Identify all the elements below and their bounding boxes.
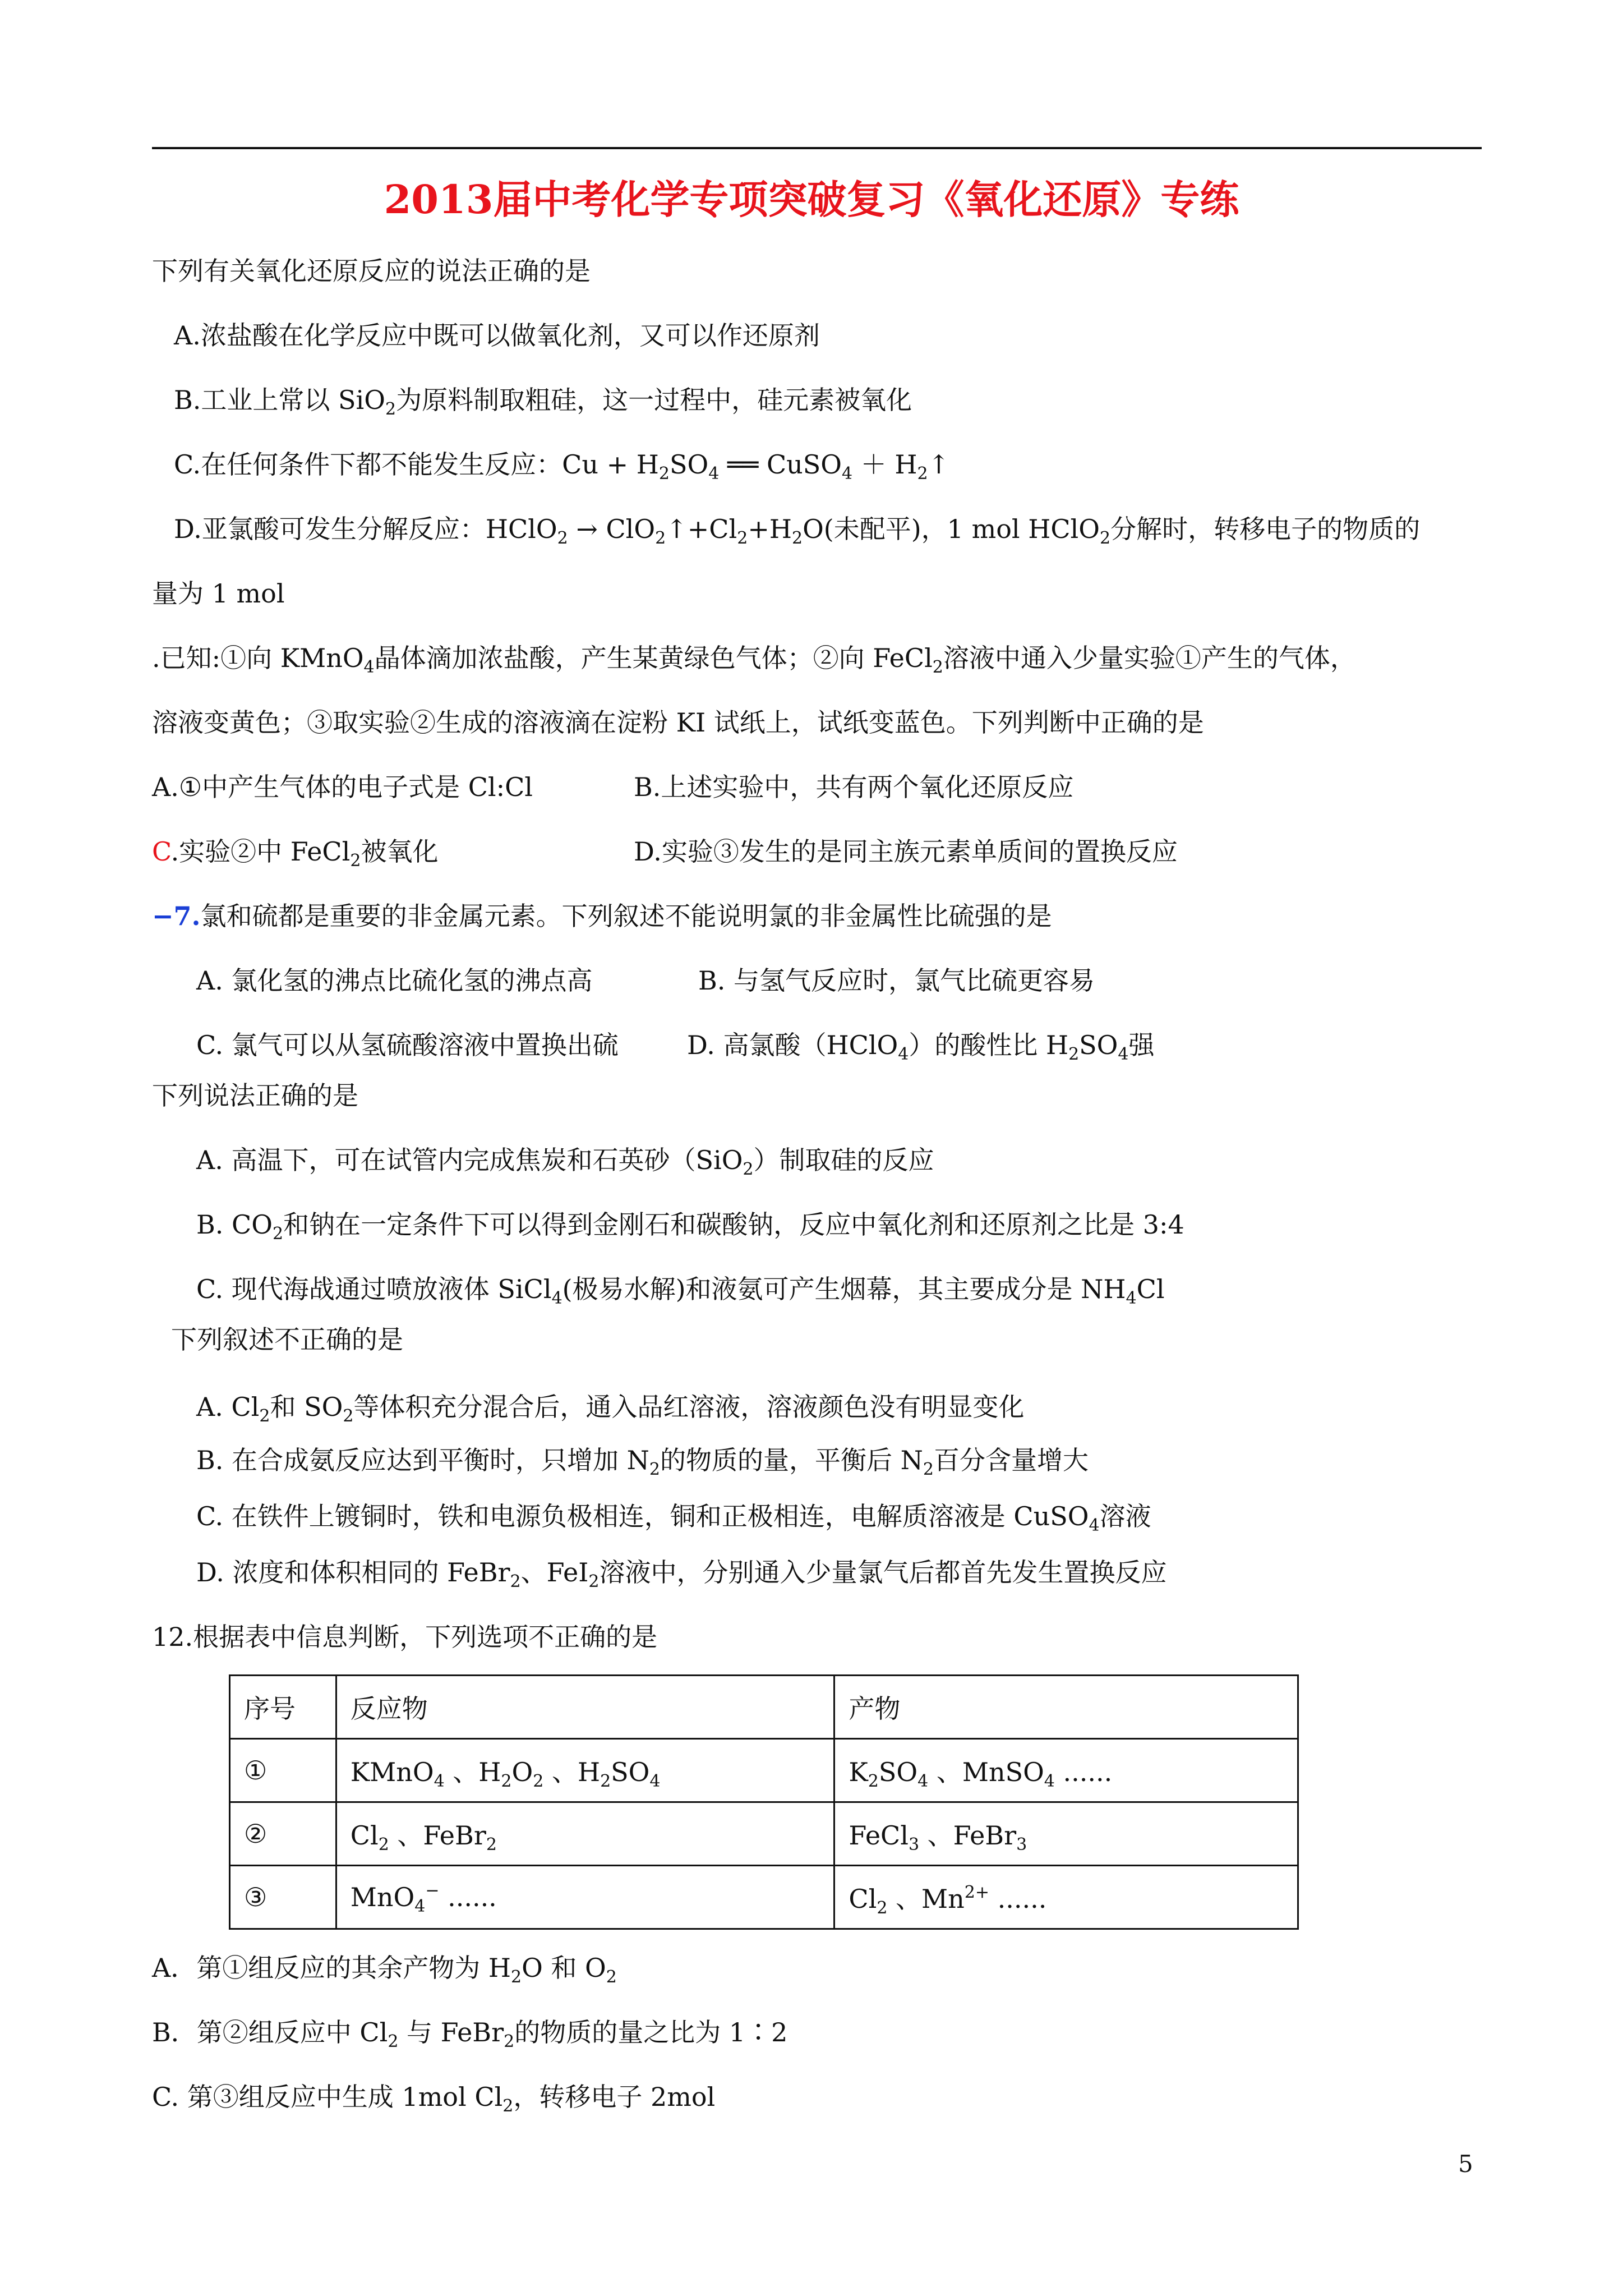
q3-option-b: B. 与氢气反应时，氯气比硫更容易 [698,965,1095,996]
q1-option-d-cont: 量为 1 mol [152,578,285,609]
page-title: 2013届中考化学专项突破复习《氧化还原》专练 [384,176,1239,223]
table-cell-products: $Cl_2$ 、$Mn^{2+}$ ...... [834,1866,1298,1929]
q1-option-a: A.浓盐酸在化学反应中既可以做氧化剂，又可以作还原剂 [174,320,820,351]
q2-option-d: D.实验③发生的是同主族元素单质间的置换反应 [634,836,1178,867]
table-cell-products: $K_2SO_4$ 、MnSO$_4$ ...... [834,1739,1298,1802]
q4-option-b: B. $CO_2$和钠在一定条件下可以得到金刚石和碳酸钠，反应中氧化剂和还原剂之比是 3:4 [196,1209,1184,1244]
q12-option-a: A．第①组反应的其余产物为 $H_2O$ 和 $O_2$ [152,1953,617,1987]
table-row [230,1739,1298,1802]
q3-option-d: D. 高氯酸（HClO$_4$）的酸性比 $H_2SO_4$强 [687,1030,1155,1064]
q5-stem: 下列叙述不正确的是 [171,1324,403,1355]
q12-option-b: B．第②组反应中 $Cl_2$ 与 FeBr$_2$的物质的量之比为 1∶2 [152,2017,788,2051]
table-cell-reactants: MnO$_4$− ...... [336,1866,834,1929]
q5-option-b: B. 在合成氨反应达到平衡时，只增加 $N_2$的物质的量，平衡后 $N_2$百分含量增大 [196,1445,1089,1479]
table-row [230,1866,1298,1929]
q2-stem-line2: 溶液变黄色；③取实验②生成的溶液滴在淀粉 KI 试纸上，试纸变蓝色。下列判断中正确的是 [152,707,1204,738]
q2-stem-line1: .已知:①向 KMnO$_4$晶体滴加浓盐酸，产生某黄绿色气体；②向 FeCl$_2$溶液中通入少量实验①产生的气体， [152,643,1356,677]
q4-stem: 下列说法正确的是 [152,1080,358,1111]
q3-stem: −7.氯和硫都是重要的非金属元素。下列叙述不能说明氯的非金属性比硫强的是 [152,901,1052,931]
table-cell-reactants: $Cl_2$ 、FeBr$_2$ [336,1802,834,1866]
q1-stem: 下列有关氧化还原反应的说法正确的是 [152,256,591,286]
q5-option-c: C. 在铁件上镀铜时，铁和电源负极相连，铜和正极相连，电解质溶液是 CuSO$_4$溶液 [196,1501,1151,1535]
reaction-table [229,1674,1299,1930]
table-cell-index: ① [230,1739,336,1802]
table-cell-index: ② [230,1802,336,1866]
q3-option-c: C. 氯气可以从氢硫酸溶液中置换出硫 [196,1030,619,1060]
header-rule [152,147,1482,149]
table-row [230,1802,1298,1866]
table-header-cell: 产物 [834,1676,1298,1739]
q2-option-a: A.①中产生气体的电子式是 Cl:Cl [152,772,533,802]
table-header-cell: 反应物 [336,1676,834,1739]
q1-option-b: B.工业上常以 SiO$_2$为原料制取粗硅，这一过程中，硅元素被氧化 [174,385,912,419]
q1-option-d: D.亚氯酸可发生分解反应：HClO$_2$ → $ClO_2↑+Cl_2+H_2O$(未配平)，1 mol HClO$_2$分解时，转移电子的物质的 [174,514,1421,548]
q5-option-a: A. $Cl_2$和 $SO_2$等体积充分混合后，通入品红溶液，溶液颜色没有明显变化 [196,1392,1025,1426]
table-cell-reactants: KMnO$_4$ 、$H_2O_2$ 、$H_2SO_4$ [336,1739,834,1802]
page-number: 5 [1458,2150,1473,2178]
q3-option-a: A. 氯化氢的沸点比硫化氢的沸点高 [196,965,593,996]
table-header-cell: 序号 [230,1676,336,1739]
q12-stem: 12.根据表中信息判断，下列选项不正确的是 [152,1622,658,1652]
table-header-row [230,1676,1298,1739]
q5-option-d: D. 浓度和体积相同的 FeBr$_2$、FeI$_2$溶液中，分别通入少量氯气后都首先发生置换反应 [196,1557,1167,1591]
q4-option-a: A. 高温下，可在试管内完成焦炭和石英砂（SiO$_2$）制取硅的反应 [196,1145,934,1179]
table-cell-products: FeCl$_3$ 、FeBr$_3$ [834,1802,1298,1866]
q1-option-c: C.在任何条件下都不能发生反应：$Cu + H_2SO_4$ ══ CuSO$_4$ ＋ $H_2↑$ [174,449,950,484]
q4-option-c: C. 现代海战通过喷放液体 SiCl$_4$(极易水解)和液氨可产生烟幕，其主要成分是 $NH_4Cl$ [196,1274,1165,1308]
q2-option-b: B.上述实验中，共有两个氧化还原反应 [634,772,1074,802]
q2-option-c: C.实验②中 FeCl$_2$被氧化 [152,836,439,871]
q12-option-c: C. 第③组反应中生成 1mol $Cl_2$，转移电子 2mol [152,2082,716,2116]
table-cell-index: ③ [230,1866,336,1929]
